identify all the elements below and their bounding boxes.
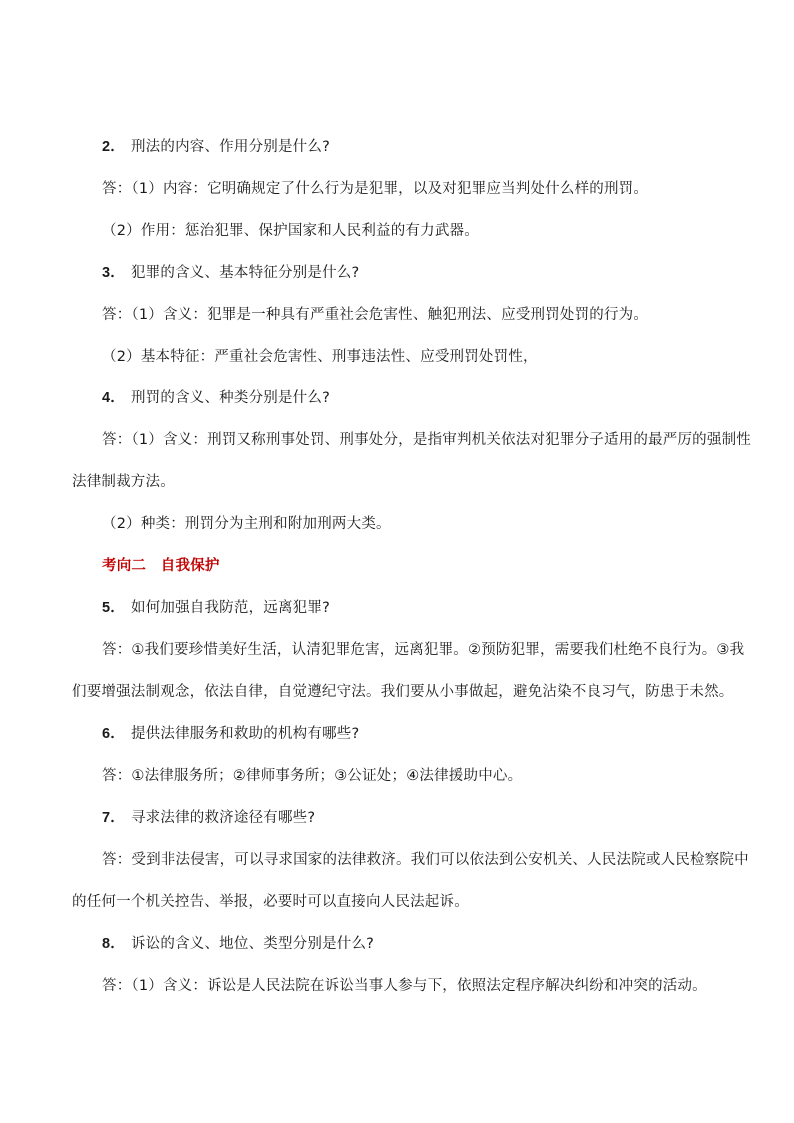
question-5 [102, 598, 762, 618]
question-text: 提供法律服务和救助的机构有哪些? [130, 726, 360, 742]
question-number: 7． [102, 810, 125, 826]
answer-3-2: （2）基本特征：严重社会危害性、刑事违法性、应受刑罚处罚性， [102, 349, 538, 365]
question-text: 刑罚的含义、种类分别是什么? [130, 390, 330, 406]
answer-2-2: （2）作用：惩治犯罪、保护国家和人民利益的有力武器。 [102, 223, 479, 239]
question-number: 8． [102, 936, 125, 952]
answer-8-1: 答：（1）含义：诉讼是人民法院在诉讼当事人参与下，依照法定程序解决纠纷和冲突的活动。 [102, 978, 707, 994]
question-3 [102, 263, 762, 283]
question-number: 4． [102, 390, 125, 406]
question-text: 刑法的内容、作用分别是什么? [130, 139, 330, 155]
answer-4-1: 答：（1）含义：刑罚又称刑事处罚、刑事处分，是指审判机关依法对犯罪分子适用的最严厉的强制性 [102, 432, 751, 448]
question-text: 寻求法律的救济途径有哪些? [130, 810, 316, 826]
question-2 [102, 137, 762, 157]
answer-7-cont: 的任何一个机关控告、举报，必要时可以直接向人民法起诉。 [72, 894, 469, 910]
answer-7: 答：受到非法侵害，可以寻求国家的法律救济。我们可以依法到公安机关、人民法院或人民检察院中 [102, 852, 749, 868]
answer-6: 答：①法律服务所；②律师事务所；③公证处；④法律援助中心。 [102, 768, 523, 784]
answer-4-1-cont: 法律制裁方法。 [72, 474, 175, 490]
question-number: 6． [102, 726, 125, 742]
question-number: 5． [102, 600, 125, 616]
question-text: 诉讼的含义、地位、类型分别是什么? [130, 936, 375, 952]
question-4 [102, 388, 762, 408]
question-6 [102, 724, 762, 744]
question-number: 3． [102, 265, 125, 281]
answer-3-1: 答：（1）含义：犯罪是一种具有严重社会危害性、触犯刑法、应受刑罚处罚的行为。 [102, 307, 649, 323]
question-text: 犯罪的含义、基本特征分别是什么? [130, 265, 360, 281]
answer-5-1-cont: 们要增强法制观念，依法自律，自觉遵纪守法。我们要从小事做起，避免沾染不良习气，防患于未然。 [72, 684, 734, 700]
answer-2-1: 答：（1）内容：它明确规定了什么行为是犯罪，以及对犯罪应当判处什么样的刑罚。 [102, 181, 649, 197]
question-text: 如何加强自我防范，远离犯罪? [130, 600, 330, 616]
question-8 [102, 934, 762, 954]
answer-4-2: （2）种类：刑罚分为主刑和附加刑两大类。 [102, 516, 391, 532]
section-heading: 考向二 自我保护 [102, 558, 220, 574]
question-7 [102, 808, 762, 828]
answer-5-1: 答：①我们要珍惜美好生活，认清犯罪危害，远离犯罪。②预防犯罪，需要我们杜绝不良行为。③我 [102, 642, 745, 658]
question-number: 2． [102, 139, 125, 155]
